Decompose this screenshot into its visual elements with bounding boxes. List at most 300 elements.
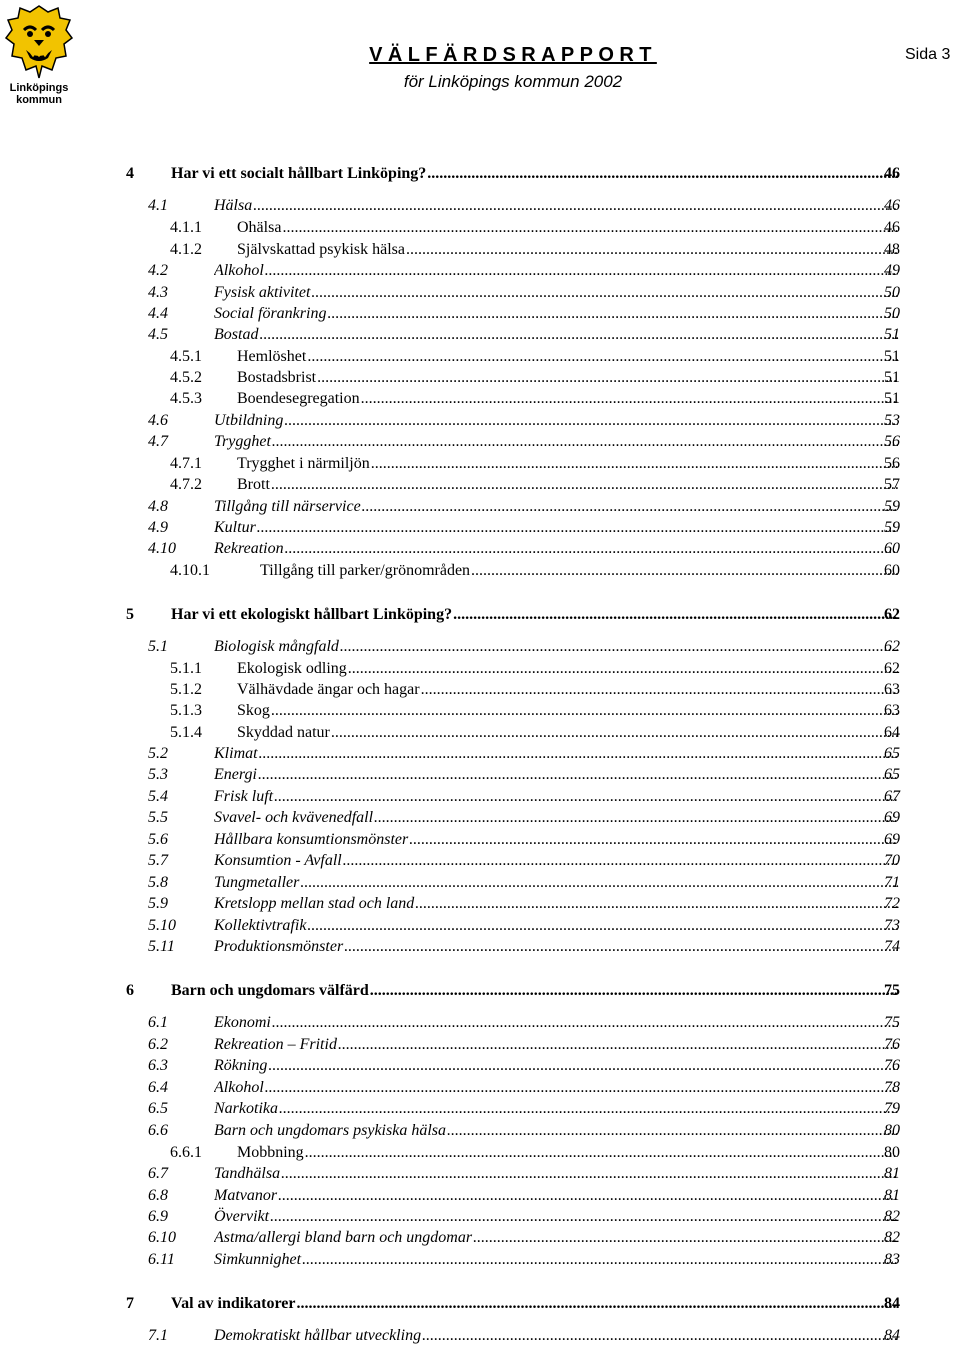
toc-entry-text: Matvanor bbox=[214, 1187, 278, 1204]
toc-entry-page: 62 bbox=[884, 638, 900, 655]
report-title: VÄLFÄRDSRAPPORT bbox=[369, 44, 657, 66]
toc-entry[interactable] bbox=[0, 873, 960, 894]
toc-entry-title bbox=[237, 347, 898, 367]
toc-entry-page: 57 bbox=[884, 476, 900, 493]
toc-entry-text: Har vi ett socialt hållbart Linköping? bbox=[171, 165, 427, 182]
toc-entry[interactable] bbox=[0, 894, 960, 915]
toc-entry[interactable] bbox=[0, 475, 960, 496]
toc-entry-title bbox=[260, 561, 898, 581]
toc-entry-title bbox=[237, 680, 898, 700]
toc-entry[interactable] bbox=[0, 283, 960, 304]
toc-entry-title bbox=[214, 1078, 898, 1098]
toc-entry-text: Bostad bbox=[214, 326, 259, 343]
toc-entry[interactable] bbox=[0, 680, 960, 701]
toc-dot-leader bbox=[370, 981, 898, 1001]
toc-entry-page: 63 bbox=[884, 681, 900, 698]
toc-dot-leader bbox=[265, 1078, 898, 1098]
toc-entry[interactable] bbox=[0, 981, 960, 1002]
toc-entry-number: 4.8 bbox=[148, 498, 168, 515]
toc-dot-leader bbox=[421, 680, 898, 700]
toc-dot-leader bbox=[343, 851, 898, 871]
toc-entry-text: Rekreation – Fritid bbox=[214, 1036, 337, 1053]
toc-entry-text: Ekonomi bbox=[214, 1014, 271, 1031]
toc-entry-text: Simkunnighet bbox=[214, 1251, 302, 1268]
toc-dot-leader bbox=[285, 539, 898, 559]
lion-head-icon bbox=[4, 4, 74, 80]
toc-entry-number: 5.1.2 bbox=[170, 681, 202, 698]
toc-entry-number: 4.5.2 bbox=[170, 369, 202, 386]
toc-entry-title bbox=[214, 1056, 898, 1076]
toc-entry-text: Tillgång till närservice bbox=[214, 498, 361, 515]
toc-entry-title bbox=[237, 701, 898, 721]
toc-entry-title bbox=[171, 164, 898, 184]
toc-entry-page: 51 bbox=[884, 369, 900, 386]
toc-entry-number: 5.7 bbox=[148, 852, 168, 869]
toc-entry-page: 50 bbox=[884, 284, 900, 301]
toc-dot-leader bbox=[257, 518, 898, 538]
toc-entry-page: 84 bbox=[884, 1327, 900, 1344]
toc-entry-number: 4.5 bbox=[148, 326, 168, 343]
toc-entry-title bbox=[214, 1228, 898, 1248]
toc-entry-text: Social förankring bbox=[214, 305, 327, 322]
toc-entry-number: 4.7.1 bbox=[170, 455, 202, 472]
toc-entry-page: 59 bbox=[884, 498, 900, 515]
toc-entry-number: 4.10.1 bbox=[170, 562, 210, 579]
toc-entry[interactable] bbox=[0, 561, 960, 582]
toc-entry[interactable] bbox=[0, 304, 960, 325]
toc-entry-text: Narkotika bbox=[214, 1100, 278, 1117]
toc-entry-number: 7 bbox=[126, 1295, 134, 1312]
toc-entry-title bbox=[214, 808, 898, 828]
toc-entry-text: Hälsa bbox=[214, 197, 253, 214]
toc-entry-page: 51 bbox=[884, 348, 900, 365]
toc-entry[interactable] bbox=[0, 1164, 960, 1185]
toc-entry-number: 5.1.3 bbox=[170, 702, 202, 719]
page-number: Sida 3 bbox=[905, 46, 951, 63]
toc-entry-text: Ekologisk odling bbox=[237, 660, 347, 677]
toc-dot-leader bbox=[302, 1250, 898, 1270]
toc-entry-page: 80 bbox=[884, 1144, 900, 1161]
toc-dot-leader bbox=[253, 196, 898, 216]
toc-entry-text: Har vi ett ekologiskt hållbart Linköping? bbox=[171, 606, 453, 623]
toc-entry-title bbox=[214, 873, 898, 893]
toc-entry-number: 4.1.2 bbox=[170, 241, 202, 258]
toc-entry-title bbox=[237, 475, 898, 495]
toc-entry[interactable] bbox=[0, 1099, 960, 1120]
toc-entry-number: 4.1 bbox=[148, 197, 168, 214]
toc-entry[interactable] bbox=[0, 637, 960, 658]
toc-entry[interactable] bbox=[0, 1186, 960, 1207]
toc-entry[interactable] bbox=[0, 196, 960, 217]
toc-entry-page: 71 bbox=[884, 874, 900, 891]
toc-entry[interactable] bbox=[0, 454, 960, 475]
toc-entry-number: 7.1 bbox=[148, 1327, 168, 1344]
toc-dot-leader bbox=[300, 873, 898, 893]
toc-entry-page: 49 bbox=[884, 262, 900, 279]
toc-dot-leader bbox=[272, 432, 898, 452]
toc-entry[interactable] bbox=[0, 916, 960, 937]
toc-entry[interactable] bbox=[0, 744, 960, 765]
toc-entry-title bbox=[214, 744, 898, 764]
toc-entry-number: 6.2 bbox=[148, 1036, 168, 1053]
toc-entry-number: 5.6 bbox=[148, 831, 168, 848]
toc-entry-number: 5.4 bbox=[148, 788, 168, 805]
toc-entry-number: 4.7 bbox=[148, 433, 168, 450]
toc-entry[interactable] bbox=[0, 1326, 960, 1347]
toc-entry-title bbox=[214, 518, 898, 538]
toc-entry[interactable] bbox=[0, 1207, 960, 1228]
toc-entry-title bbox=[214, 1186, 898, 1206]
toc-entry[interactable] bbox=[0, 389, 960, 410]
toc-entry-number: 4.5.3 bbox=[170, 390, 202, 407]
toc-entry-title bbox=[214, 1013, 898, 1033]
toc-entry-page: 59 bbox=[884, 519, 900, 536]
toc-entry-page: 51 bbox=[884, 326, 900, 343]
toc-entry-number: 5.8 bbox=[148, 874, 168, 891]
toc-entry-number: 6.4 bbox=[148, 1079, 168, 1096]
toc-entry-text: Skyddad natur bbox=[237, 724, 330, 741]
toc-dot-leader bbox=[296, 1294, 898, 1314]
toc-dot-leader bbox=[338, 1035, 898, 1055]
toc-entry-text: Barn och ungdomars välfärd bbox=[171, 982, 369, 999]
toc-entry-page: 82 bbox=[884, 1229, 900, 1246]
toc-entry-number: 6.5 bbox=[148, 1100, 168, 1117]
toc-dot-leader bbox=[270, 1207, 898, 1227]
toc-entry-page: 62 bbox=[884, 606, 900, 623]
toc-entry[interactable] bbox=[0, 701, 960, 722]
toc-entry-text: Självskattad psykisk hälsa bbox=[237, 241, 405, 258]
toc-entry-number: 6.6.1 bbox=[170, 1144, 202, 1161]
toc-entry-title bbox=[237, 240, 898, 260]
toc-entry[interactable] bbox=[0, 787, 960, 808]
toc-dot-leader bbox=[279, 1099, 898, 1119]
toc-entry[interactable] bbox=[0, 325, 960, 346]
toc-entry[interactable] bbox=[0, 261, 960, 282]
toc-entry-page: 84 bbox=[884, 1295, 900, 1312]
toc-entry-text: Ohälsa bbox=[237, 219, 282, 236]
toc-entry-page: 81 bbox=[884, 1187, 900, 1204]
toc-entry[interactable] bbox=[0, 1250, 960, 1271]
toc-entry-text: Tungmetaller bbox=[214, 874, 300, 891]
toc-entry-page: 51 bbox=[884, 390, 900, 407]
toc-dot-leader bbox=[427, 164, 898, 184]
toc-entry-text: Klimat bbox=[214, 745, 258, 762]
toc-entry-text: Svavel- och kvävenedfall bbox=[214, 809, 374, 826]
toc-entry-text: Alkohol bbox=[214, 262, 264, 279]
toc-entry-text: Tillgång till parker/grönområden bbox=[260, 562, 471, 579]
toc-entry-page: 64 bbox=[884, 724, 900, 741]
toc-dot-leader bbox=[271, 475, 898, 495]
toc-entry-number: 6.7 bbox=[148, 1165, 168, 1182]
toc-dot-leader bbox=[307, 347, 898, 367]
toc-entry-page: 65 bbox=[884, 745, 900, 762]
toc-entry-title bbox=[214, 937, 898, 957]
toc-dot-leader bbox=[409, 830, 898, 850]
toc-entry-text: Övervikt bbox=[214, 1208, 270, 1225]
toc-entry-title bbox=[214, 304, 898, 324]
toc-dot-leader bbox=[471, 561, 898, 581]
toc-dot-leader bbox=[265, 261, 898, 281]
toc-entry-number: 5.1.1 bbox=[170, 660, 202, 677]
toc-entry-text: Fysisk aktivitet bbox=[214, 284, 311, 301]
toc-entry-text: Rökning bbox=[214, 1057, 268, 1074]
toc-entry-title bbox=[237, 389, 898, 409]
toc-entry-text: Astma/allergi bland barn och ungdomar bbox=[214, 1229, 473, 1246]
toc-entry-page: 76 bbox=[884, 1036, 900, 1053]
toc-entry-number: 4.4 bbox=[148, 305, 168, 322]
toc-entry-text: Brott bbox=[237, 476, 270, 493]
toc-entry-title bbox=[237, 218, 898, 238]
toc-dot-leader bbox=[278, 1186, 898, 1206]
toc-entry[interactable] bbox=[0, 723, 960, 744]
toc-entry-page: 82 bbox=[884, 1208, 900, 1225]
toc-entry[interactable] bbox=[0, 518, 960, 539]
logo-text: Linköpings kommun bbox=[9, 82, 69, 106]
toc-entry[interactable] bbox=[0, 1035, 960, 1056]
toc-entry-text: Skog bbox=[237, 702, 270, 719]
toc-entry-page: 60 bbox=[884, 540, 900, 557]
toc-entry-number: 6.1 bbox=[148, 1014, 168, 1031]
toc-dot-leader bbox=[362, 497, 898, 517]
toc-entry-page: 56 bbox=[884, 455, 900, 472]
toc-entry-title bbox=[214, 851, 898, 871]
toc-dot-leader bbox=[268, 1056, 898, 1076]
toc-dot-leader bbox=[282, 218, 898, 238]
toc-dot-leader bbox=[281, 1164, 898, 1184]
toc-entry[interactable] bbox=[0, 347, 960, 368]
toc-entry-page: 53 bbox=[884, 412, 900, 429]
toc-entry[interactable] bbox=[0, 497, 960, 518]
toc-entry[interactable] bbox=[0, 659, 960, 680]
toc-entry-text: Barn och ungdomars psykiska hälsa bbox=[214, 1122, 446, 1139]
toc-entry-text: Boendesegregation bbox=[237, 390, 360, 407]
toc-entry-page: 46 bbox=[884, 165, 900, 182]
toc-entry[interactable] bbox=[0, 1121, 960, 1142]
toc-entry[interactable] bbox=[0, 368, 960, 389]
toc-dot-leader bbox=[473, 1228, 898, 1248]
toc-dot-leader bbox=[374, 808, 898, 828]
report-subtitle: för Linköpings kommun 2002 bbox=[403, 72, 623, 91]
toc-entry[interactable] bbox=[0, 539, 960, 560]
toc-dot-leader bbox=[453, 605, 898, 625]
toc-entry-page: 67 bbox=[884, 788, 900, 805]
toc-entry-page: 69 bbox=[884, 809, 900, 826]
toc-entry-number: 6.8 bbox=[148, 1187, 168, 1204]
toc-entry-title bbox=[237, 454, 898, 474]
toc-entry-text: Utbildning bbox=[214, 412, 284, 429]
toc-entry-text: Hållbara konsumtionsmönster bbox=[214, 831, 409, 848]
toc-entry-text: Biologisk mångfald bbox=[214, 638, 339, 655]
toc-dot-leader bbox=[406, 240, 898, 260]
toc-dot-leader bbox=[331, 723, 898, 743]
toc-dot-leader bbox=[371, 454, 898, 474]
toc-entry-text: Kultur bbox=[214, 519, 256, 536]
toc-dot-leader bbox=[258, 765, 898, 785]
toc-entry-number: 4.5.1 bbox=[170, 348, 202, 365]
toc-dot-leader bbox=[317, 368, 898, 388]
toc-entry-title bbox=[214, 1099, 898, 1119]
toc-entry-text: Kretslopp mellan stad och land bbox=[214, 895, 415, 912]
toc-entry-text: Energi bbox=[214, 766, 257, 783]
toc-entry-page: 60 bbox=[884, 562, 900, 579]
toc-entry-title bbox=[214, 637, 898, 657]
toc-entry-number: 6 bbox=[126, 982, 134, 999]
toc-entry[interactable] bbox=[0, 1228, 960, 1249]
toc-entry-page: 79 bbox=[884, 1100, 900, 1117]
toc-entry-title bbox=[214, 497, 898, 517]
toc-entry-number: 4.6 bbox=[148, 412, 168, 429]
toc-entry[interactable] bbox=[0, 605, 960, 626]
toc-entry-page: 46 bbox=[884, 219, 900, 236]
toc-dot-leader bbox=[422, 1326, 898, 1346]
toc-entry-text: Bostadsbrist bbox=[237, 369, 317, 386]
toc-entry-title bbox=[214, 432, 898, 452]
toc-entry[interactable] bbox=[0, 851, 960, 872]
toc-entry-number: 6.3 bbox=[148, 1057, 168, 1074]
toc-entry-title bbox=[214, 1207, 898, 1227]
toc-entry[interactable] bbox=[0, 1056, 960, 1077]
toc-entry-number: 4.9 bbox=[148, 519, 168, 536]
toc-entry[interactable] bbox=[0, 164, 960, 185]
toc-dot-leader bbox=[327, 304, 898, 324]
toc-entry-number: 5.2 bbox=[148, 745, 168, 762]
toc-dot-leader bbox=[271, 701, 898, 721]
toc-entry[interactable] bbox=[0, 1143, 960, 1164]
toc-entry[interactable] bbox=[0, 808, 960, 829]
toc-entry-number: 4.1.1 bbox=[170, 219, 202, 236]
toc-entry-number: 5.10 bbox=[148, 917, 176, 934]
toc-dot-leader bbox=[307, 916, 898, 936]
toc-entry-page: 74 bbox=[884, 938, 900, 955]
toc-entry-title bbox=[237, 659, 898, 679]
toc-entry-title bbox=[237, 723, 898, 743]
toc-entry-page: 50 bbox=[884, 305, 900, 322]
toc-entry-page: 76 bbox=[884, 1057, 900, 1074]
toc-dot-leader bbox=[259, 325, 898, 345]
toc-entry-number: 5.3 bbox=[148, 766, 168, 783]
toc-dot-leader bbox=[305, 1143, 898, 1163]
toc-entry[interactable] bbox=[0, 432, 960, 453]
toc-entry-number: 5 bbox=[126, 606, 134, 623]
toc-entry[interactable] bbox=[0, 1013, 960, 1034]
toc-entry-number: 6.10 bbox=[148, 1229, 176, 1246]
toc-entry-title bbox=[214, 894, 898, 914]
toc-dot-leader bbox=[259, 744, 898, 764]
toc-entry-title bbox=[214, 261, 898, 281]
toc-entry-text: Rekreation bbox=[214, 540, 284, 557]
toc-entry-page: 46 bbox=[884, 197, 900, 214]
toc-dot-leader bbox=[415, 894, 898, 914]
toc-entry-text: Demokratiskt hållbar utveckling bbox=[214, 1327, 422, 1344]
toc-dot-leader bbox=[361, 389, 898, 409]
toc-entry-number: 4 bbox=[126, 165, 134, 182]
toc-entry-text: Frisk luft bbox=[214, 788, 274, 805]
toc-entry[interactable] bbox=[0, 830, 960, 851]
toc-entry-page: 81 bbox=[884, 1165, 900, 1182]
toc-entry-number: 4.10 bbox=[148, 540, 176, 557]
toc-entry-number: 4.3 bbox=[148, 284, 168, 301]
toc-entry-text: Kollektivtrafik bbox=[214, 917, 307, 934]
toc-entry-text: Trygghet i närmiljön bbox=[237, 455, 370, 472]
toc-entry-title bbox=[214, 1121, 898, 1141]
toc-entry-title bbox=[214, 1164, 898, 1184]
toc-entry-number: 6.6 bbox=[148, 1122, 168, 1139]
toc-entry-number: 5.11 bbox=[148, 938, 175, 955]
toc-entry-page: 48 bbox=[884, 241, 900, 258]
toc-entry-page: 78 bbox=[884, 1079, 900, 1096]
toc-entry-title bbox=[237, 1143, 898, 1163]
toc-entry-text: Mobbning bbox=[237, 1144, 304, 1161]
toc-entry-title bbox=[214, 765, 898, 785]
toc-entry-number: 5.9 bbox=[148, 895, 168, 912]
toc-dot-leader bbox=[272, 1013, 898, 1033]
toc-entry-page: 69 bbox=[884, 831, 900, 848]
toc-entry-title bbox=[214, 325, 898, 345]
toc-dot-leader bbox=[284, 411, 898, 431]
toc-entry-title bbox=[214, 1326, 898, 1346]
toc-dot-leader bbox=[274, 787, 898, 807]
toc-entry[interactable] bbox=[0, 1078, 960, 1099]
toc-dot-leader bbox=[348, 659, 898, 679]
toc-entry-page: 62 bbox=[884, 660, 900, 677]
toc-entry-text: Trygghet bbox=[214, 433, 271, 450]
toc-entry-title bbox=[214, 196, 898, 216]
toc-entry-title bbox=[214, 539, 898, 559]
toc-entry-title bbox=[214, 1035, 898, 1055]
toc-entry[interactable] bbox=[0, 1294, 960, 1315]
toc-entry-page: 75 bbox=[884, 982, 900, 999]
toc-entry-text: Konsumtion - Avfall bbox=[214, 852, 342, 869]
toc-entry-title bbox=[214, 283, 898, 303]
toc-entry-number: 5.1 bbox=[148, 638, 168, 655]
toc-entry[interactable] bbox=[0, 765, 960, 786]
toc-entry-title bbox=[214, 787, 898, 807]
toc-entry-page: 72 bbox=[884, 895, 900, 912]
toc-entry-title bbox=[214, 830, 898, 850]
toc-entry-title bbox=[237, 368, 898, 388]
toc-entry-page: 73 bbox=[884, 917, 900, 934]
toc-entry-title bbox=[171, 1294, 898, 1314]
toc-entry-page: 56 bbox=[884, 433, 900, 450]
toc-entry-number: 6.9 bbox=[148, 1208, 168, 1225]
toc-entry[interactable] bbox=[0, 218, 960, 239]
toc-entry-text: Tandhälsa bbox=[214, 1165, 281, 1182]
toc-entry-number: 4.7.2 bbox=[170, 476, 202, 493]
toc-entry[interactable] bbox=[0, 411, 960, 432]
toc-entry[interactable] bbox=[0, 240, 960, 261]
toc-dot-leader bbox=[311, 283, 898, 303]
toc-entry-text: Val av indikatorer bbox=[171, 1295, 296, 1312]
toc-entry-page: 80 bbox=[884, 1122, 900, 1139]
toc-entry-title bbox=[171, 605, 898, 625]
toc-entry-title bbox=[214, 1250, 898, 1270]
toc-entry-text: Välhävdade ängar och hagar bbox=[237, 681, 420, 698]
toc-entry-page: 65 bbox=[884, 766, 900, 783]
toc-entry-page: 75 bbox=[884, 1014, 900, 1031]
toc-entry-number: 5.1.4 bbox=[170, 724, 202, 741]
toc-dot-leader bbox=[344, 937, 898, 957]
toc-entry-title bbox=[214, 411, 898, 431]
toc-entry-text: Alkohol bbox=[214, 1079, 264, 1096]
toc-entry-title bbox=[171, 981, 898, 1001]
logo bbox=[0, 4, 78, 108]
toc-entry-title bbox=[214, 916, 898, 936]
toc-entry[interactable] bbox=[0, 937, 960, 958]
toc-entry-number: 6.11 bbox=[148, 1251, 175, 1268]
toc-entry-number: 5.5 bbox=[148, 809, 168, 826]
toc-entry-number: 4.2 bbox=[148, 262, 168, 279]
toc-entry-text: Hemlöshet bbox=[237, 348, 307, 365]
